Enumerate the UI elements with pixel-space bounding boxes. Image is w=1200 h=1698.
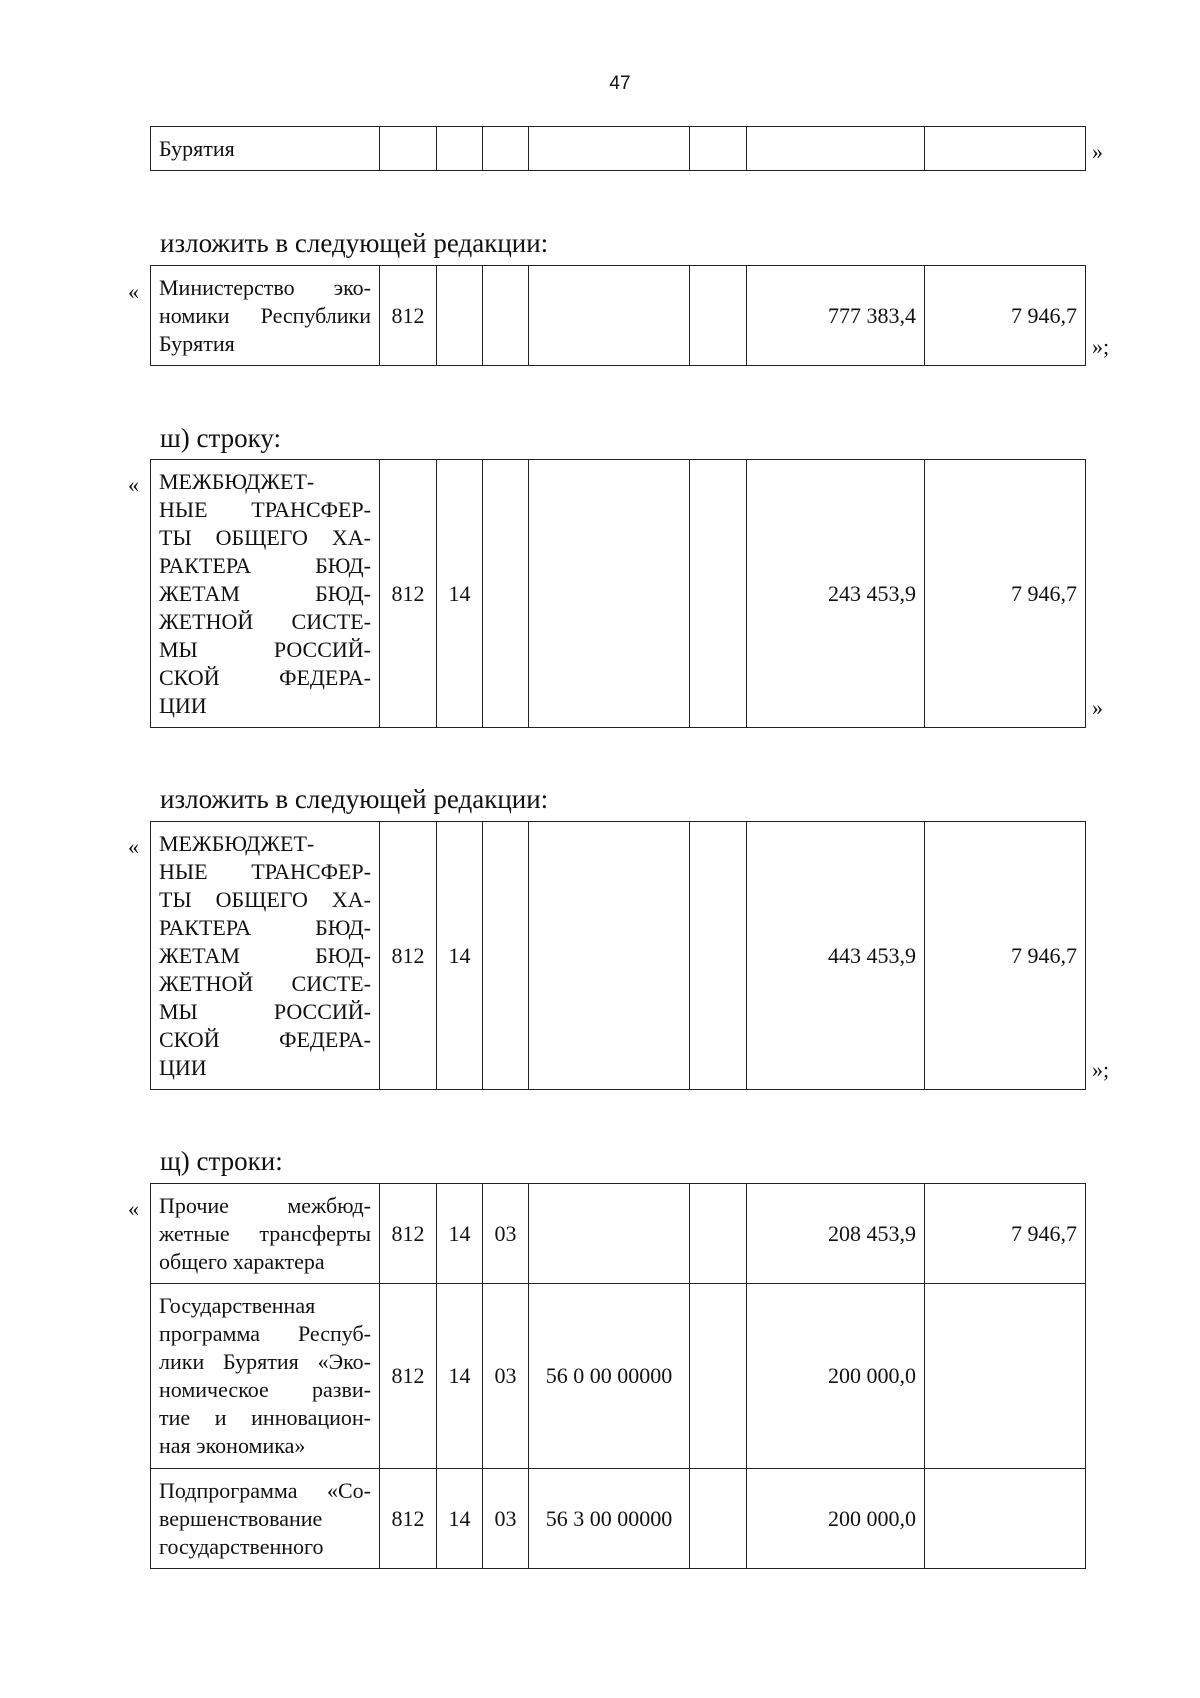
- table-row: [151, 127, 1086, 171]
- col-expense-type: [690, 127, 747, 171]
- col-ministry: 812: [380, 822, 437, 1090]
- col-section: 14: [437, 1469, 483, 1569]
- col-ministry: 812: [380, 1284, 437, 1469]
- col-target: 56 3 00 00000: [529, 1469, 690, 1569]
- col-amount-2: 7 946,7: [925, 266, 1086, 366]
- col-subsection: [483, 822, 529, 1090]
- open-quote: «: [128, 1196, 139, 1221]
- col-target: [529, 266, 690, 366]
- close-quote: »;: [1092, 334, 1110, 359]
- col-amount: 200 000,0: [747, 1469, 925, 1569]
- budget-table-4: [150, 821, 1086, 1090]
- heading-edit: изложить в следующей редакции:: [160, 784, 549, 814]
- col-target: [529, 127, 690, 171]
- col-amount-2: [925, 1284, 1086, 1469]
- col-target: [529, 1184, 690, 1284]
- open-quote: «: [128, 834, 139, 859]
- col-section: [437, 127, 483, 171]
- col-section: 14: [437, 1184, 483, 1284]
- col-amount: 443 453,9: [747, 822, 925, 1090]
- col-ministry: 812: [380, 1469, 437, 1569]
- budget-table-2: [150, 265, 1086, 366]
- col-subsection: 03: [483, 1184, 529, 1284]
- open-quote: «: [128, 472, 139, 497]
- heading-subpoint-shch: щ) строки:: [160, 1146, 283, 1176]
- close-quote: »: [1092, 695, 1103, 720]
- page-number: 47: [609, 73, 631, 94]
- row-name: Министерство эко- номики Республики Бурятия: [151, 266, 380, 366]
- col-expense-type: [690, 460, 747, 728]
- close-quote: »;: [1092, 1057, 1110, 1082]
- table-row: [151, 1469, 1086, 1569]
- col-subsection: 03: [483, 1469, 529, 1569]
- col-ministry: 812: [380, 1184, 437, 1284]
- row-name: Подпрограмма «Со- вершенствование государственного: [151, 1469, 380, 1569]
- col-ministry: [380, 127, 437, 171]
- col-amount-2: [925, 127, 1086, 171]
- col-section: 14: [437, 822, 483, 1090]
- col-amount: [747, 127, 925, 171]
- col-amount-2: 7 946,7: [925, 822, 1086, 1090]
- table-row: [151, 1284, 1086, 1469]
- table-row: [151, 822, 1086, 1090]
- col-subsection: [483, 266, 529, 366]
- heading-edit: изложить в следующей редакции:: [160, 228, 549, 258]
- col-ministry: 812: [380, 460, 437, 728]
- col-expense-type: [690, 1184, 747, 1284]
- col-target: [529, 822, 690, 1090]
- col-expense-type: [690, 1284, 747, 1469]
- col-expense-type: [690, 266, 747, 366]
- row-name: Бурятия: [151, 127, 380, 171]
- table-row: [151, 460, 1086, 728]
- col-amount-2: 7 946,7: [925, 460, 1086, 728]
- table-row: [151, 1184, 1086, 1284]
- budget-table-3: [150, 459, 1086, 728]
- row-name: Прочие межбюд- жетные трансферты общего характера: [151, 1184, 380, 1284]
- close-quote: »: [1092, 139, 1103, 164]
- col-amount-2: 7 946,7: [925, 1184, 1086, 1284]
- col-subsection: [483, 460, 529, 728]
- col-section: 14: [437, 1284, 483, 1469]
- col-expense-type: [690, 822, 747, 1090]
- col-target: 56 0 00 00000: [529, 1284, 690, 1469]
- col-ministry: 812: [380, 266, 437, 366]
- col-section: 14: [437, 460, 483, 728]
- col-amount: 200 000,0: [747, 1284, 925, 1469]
- heading-subpoint-sh: ш) строку:: [160, 423, 282, 453]
- row-name: МЕЖБЮДЖЕТ- НЫЕ ТРАНСФЕР- ТЫ ОБЩЕГО ХА- РАКТЕРА БЮД- ЖЕТАМ БЮД- ЖЕТНОЙ СИСТЕ- МЫ РОССИЙ- СКОЙ ФЕДЕРА- ЦИИ: [151, 460, 380, 728]
- row-name: МЕЖБЮДЖЕТ- НЫЕ ТРАНСФЕР- ТЫ ОБЩЕГО ХА- РАКТЕРА БЮД- ЖЕТАМ БЮД- ЖЕТНОЙ СИСТЕ- МЫ РОССИЙ- СКОЙ ФЕДЕРА- ЦИИ: [151, 822, 380, 1090]
- col-subsection: [483, 127, 529, 171]
- col-amount: 208 453,9: [747, 1184, 925, 1284]
- budget-table-5: [150, 1183, 1086, 1569]
- col-amount: 777 383,4: [747, 266, 925, 366]
- open-quote: «: [128, 279, 139, 304]
- budget-table-1: [150, 126, 1086, 171]
- table-row: [151, 266, 1086, 366]
- col-target: [529, 460, 690, 728]
- col-amount-2: [925, 1469, 1086, 1569]
- row-name: Государственная программа Респуб- лики Бурятия «Эко- номическое разви- тие и инновацион- ная экономика»: [151, 1284, 380, 1469]
- col-section: [437, 266, 483, 366]
- col-expense-type: [690, 1469, 747, 1569]
- col-subsection: 03: [483, 1284, 529, 1469]
- col-amount: 243 453,9: [747, 460, 925, 728]
